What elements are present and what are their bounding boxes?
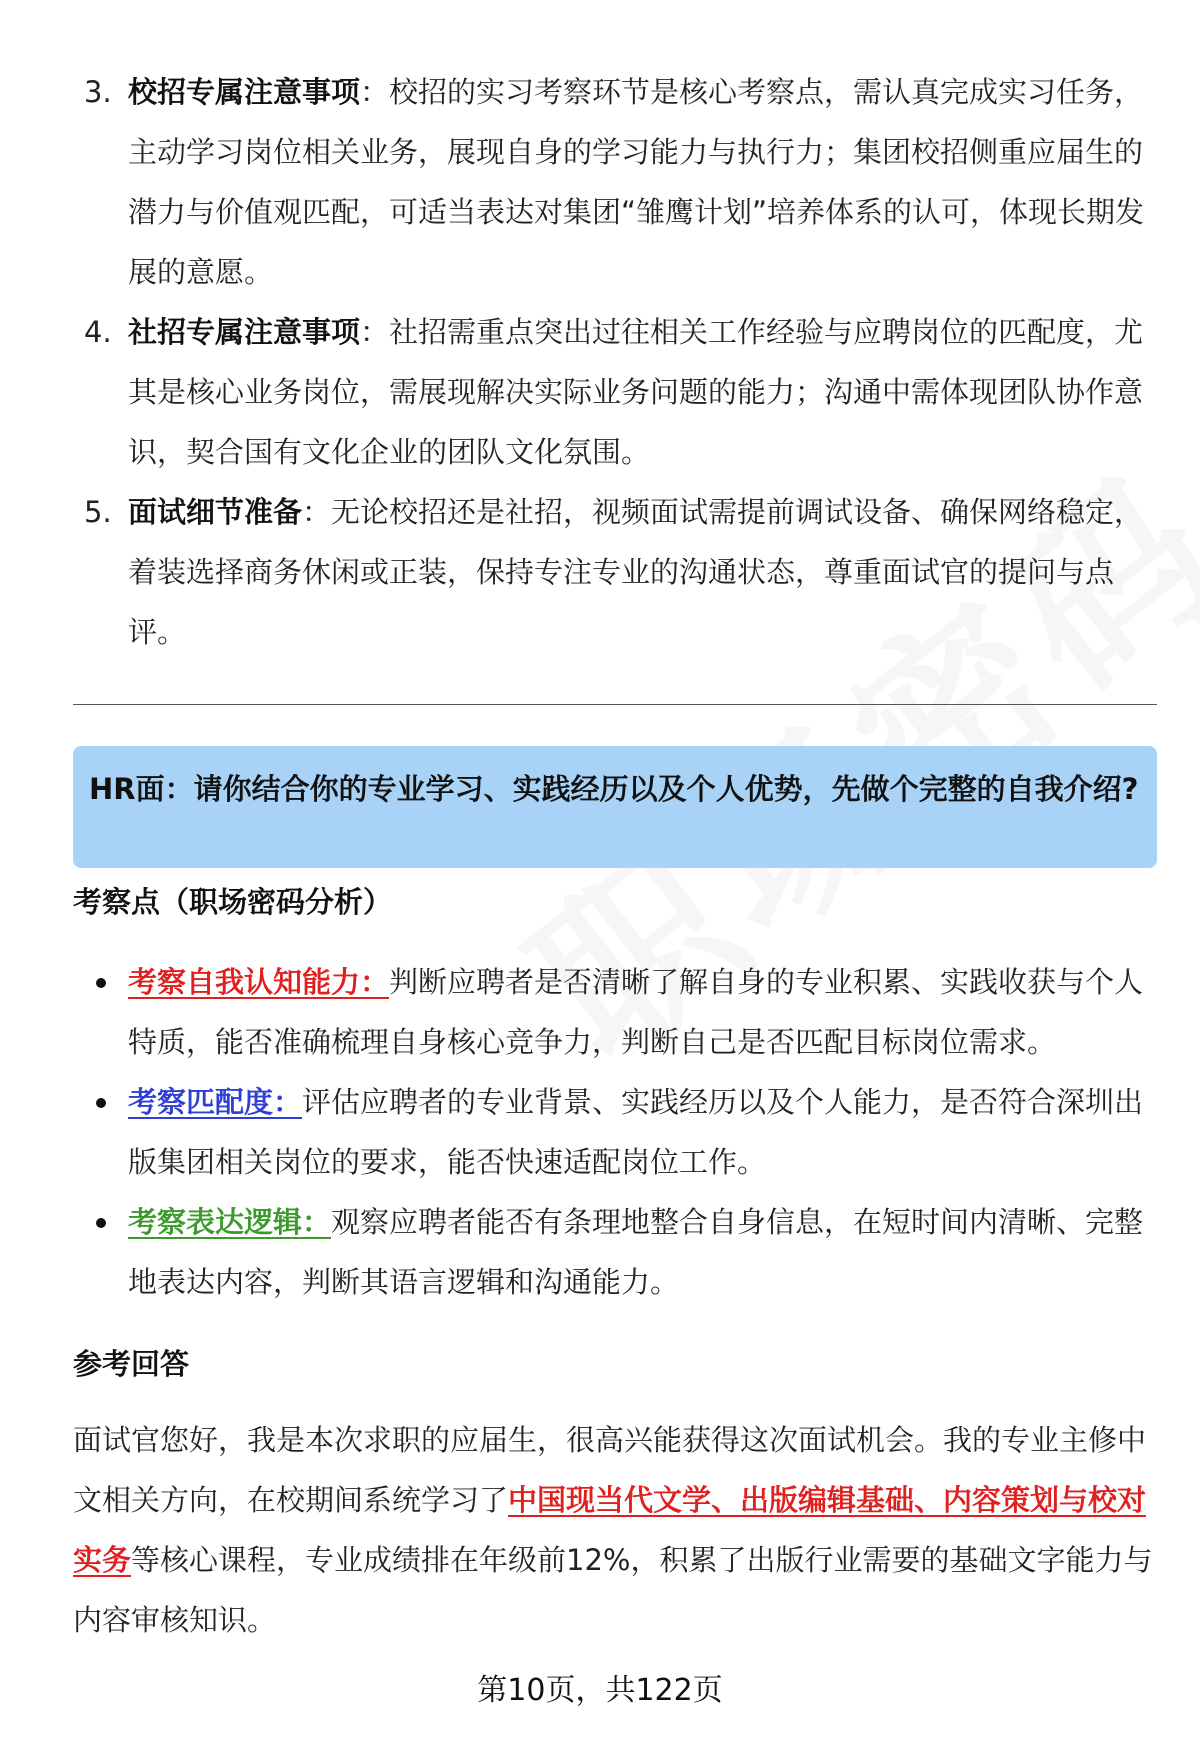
list-item	[90, 1072, 1150, 1192]
numbered-item	[74, 482, 1154, 662]
answer-text-2: 等核心课程，专业成绩排在年级前12%，积累了出版行业需要的基础文字能力与内容审核知识。	[73, 1543, 1153, 1637]
section-divider	[73, 704, 1157, 705]
item-text: ：社招需重点突出过往相关工作经验与应聘岗位的匹配度，尤其是核心业务岗位，需展现解决实际业务问题的能力；沟通中需体现团队协作意识，契合国有文化企业的团队文化氛围。	[128, 315, 1144, 469]
analysis-heading: 考察点（职场密码分析）	[73, 885, 393, 919]
numbered-item	[74, 302, 1154, 482]
numbered-list	[74, 62, 1154, 662]
page-footer: 第10页，共122页	[477, 1673, 723, 1708]
item-title: 面试细节准备	[128, 495, 303, 529]
numbered-item	[74, 62, 1154, 302]
list-item-body	[128, 1192, 1150, 1312]
bullet-keyword: 考察匹配度：	[128, 1085, 303, 1119]
item-number: 5.	[84, 495, 112, 529]
answer-highlight: 中国现当代文学、出版编辑基础、内容策划与校对实务	[73, 1483, 1147, 1577]
bullet-dot	[90, 1192, 128, 1312]
list-item-body	[128, 1072, 1150, 1192]
item-number: 3.	[84, 75, 112, 109]
list-item-body	[128, 952, 1150, 1072]
bullet-keyword: 考察表达逻辑：	[128, 1205, 332, 1239]
answer-paragraph	[73, 1410, 1163, 1650]
question-text: HR面：请你结合你的专业学习、实践经历以及个人优势，先做个完整的自我介绍?	[89, 772, 1139, 806]
bullet-dot	[90, 952, 128, 1072]
item-number: 4.	[84, 315, 112, 349]
item-body	[128, 62, 1154, 302]
item-title: 社招专属注意事项	[128, 315, 361, 349]
item-text: ：无论校招还是社招，视频面试需提前调试设备、确保网络稳定，着装选择商务休闲或正装，保持专注专业的沟通状态，尊重面试官的提问与点评。	[128, 495, 1144, 649]
bullet-list	[90, 952, 1150, 1312]
answer-text-1: 面试官您好，我是本次求职的应届生，很高兴能获得这次面试机会。我的专业主修中文相关方向，在校期间系统学习了	[73, 1423, 1147, 1517]
bullet-dot	[90, 1072, 128, 1192]
question-box	[73, 746, 1157, 868]
item-body	[128, 482, 1154, 662]
bullet-text: 观察应聘者能否有条理地整合自身信息，在短时间内清晰、完整地表达内容，判断其语言逻辑和沟通能力。	[128, 1205, 1144, 1299]
bullet-text: 评估应聘者的专业背景、实践经历以及个人能力，是否符合深圳出版集团相关岗位的要求，能否快速适配岗位工作。	[128, 1085, 1144, 1179]
list-item	[90, 952, 1150, 1072]
bullet-keyword: 考察自我认知能力：	[128, 965, 390, 999]
list-item	[90, 1192, 1150, 1312]
bullet-text: 判断应聘者是否清晰了解自身的专业积累、实践收获与个人特质，能否准确梳理自身核心竞争力，判断自己是否匹配目标岗位需求。	[128, 965, 1144, 1059]
item-body	[128, 302, 1154, 482]
item-title: 校招专属注意事项	[128, 75, 361, 109]
item-text: ：校招的实习考察环节是核心考察点，需认真完成实习任务，主动学习岗位相关业务，展现自身的学习能力与执行力；集团校招侧重应届生的潜力与价值观匹配，可适当表达对集团“雏鹰计划”培养体系的认可，体现长期发展的意愿。	[128, 75, 1145, 289]
answer-heading: 参考回答	[73, 1347, 190, 1381]
